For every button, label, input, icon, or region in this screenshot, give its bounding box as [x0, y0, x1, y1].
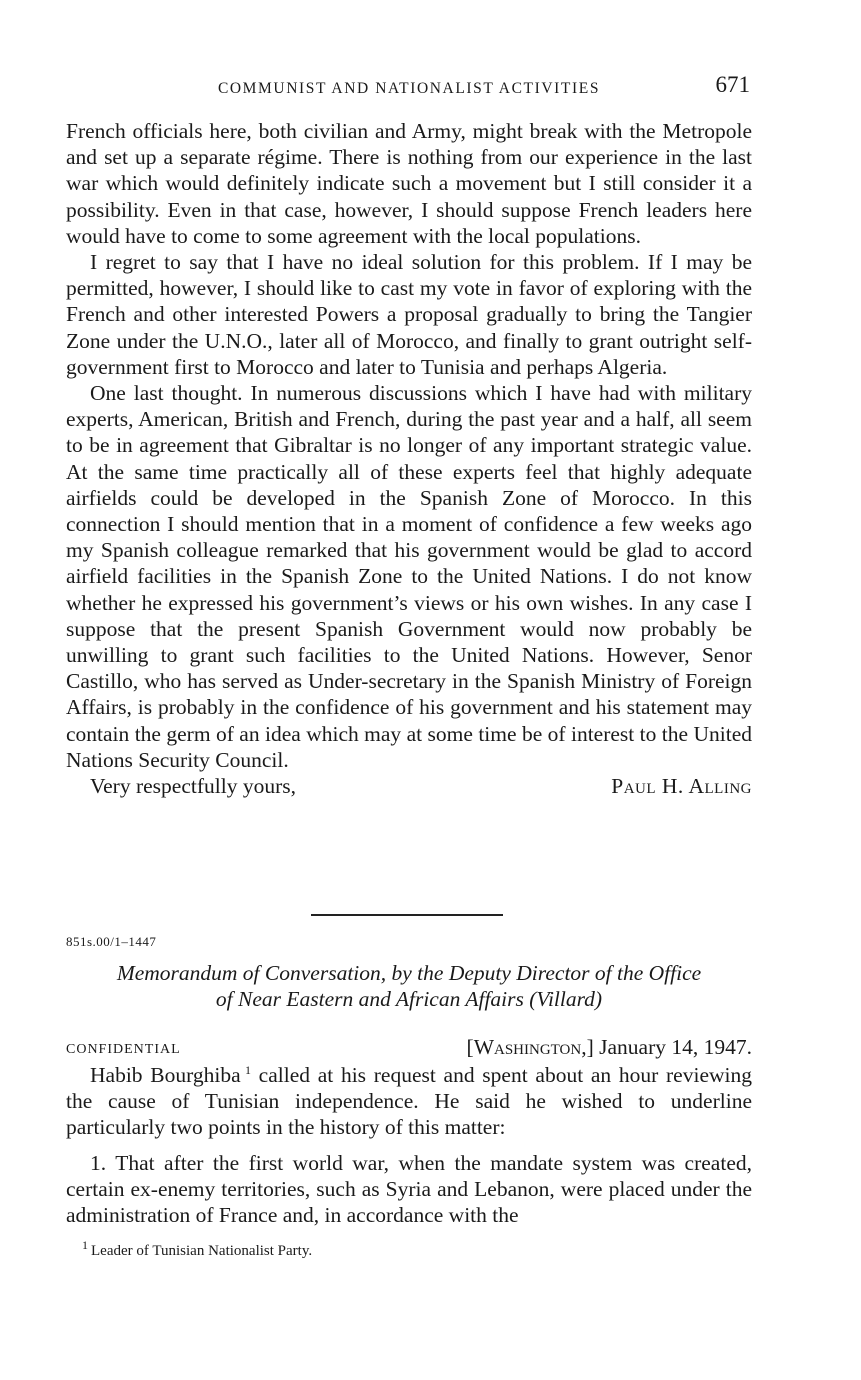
document-id: 851s.00/1–1447 [66, 934, 157, 949]
dateline-date: January 14, 1947. [599, 1035, 752, 1059]
letter-paragraph-3: One last thought. In numerous discussions which I have had with military experts, American, British and French, during the past year and a half, all seem to be in agreement that Gibraltar is no longer of any important strategic value. At the same time practically all of these experts feel that highly adequate airfields could be developed in the Spanish Zone of Morocco. In this connection I should mention that in a moment of confidence a few weeks ago my Spanish colleague remarked that his government would be glad to accord airfield facilities in the Spanish Zone to the United Nations. I do not know whether he expressed his government’s views or his own wishes. In any case I suppose that the present Spanish Government would now probably be unwilling to grant such facilities to the United Nations. However, Senor Castillo, who has served as Under-secretary in the Spanish Ministry of Foreign Affairs, is probably in the confidence of his government and his statement may contain the germ of an idea which may at some time be of interest to the United Nations Security Council. [66, 381, 752, 772]
classification-row [66, 1035, 752, 1063]
dateline-place: [Washington,] [466, 1035, 594, 1059]
memo-intro-paragraph [66, 1062, 752, 1140]
page-header [66, 72, 752, 102]
letter-paragraph-2: I regret to say that I have no ideal solution for this problem. If I may be permitted, however, I should like to cast my vote in favor of exploring with the French and other interested Powers a proposal gradually to bring the Tangier Zone under the U.N.O., later all of Morocco, and finally to grant outright self-government first to Morocco and later to Tunisia and perhaps Algeria. [66, 250, 752, 379]
page-number: 671 [715, 72, 750, 97]
letter-closing: Very respectfully yours, [90, 774, 296, 799]
letter-paragraph-1: French officials here, both civilian and Army, might break with the Metropole and set up a separate régime. There is nothing from our experience in the last war which would definitely indicate such a movement but I still consider it a possibility. Even in that case, however, I should suppose French leaders here would have to come to some agreement with the local populations. [66, 119, 752, 248]
letter-closing-row [66, 773, 752, 799]
memo-intro-rest: called at his request and spent about an hour reviewing the cause of Tunisian independence. He said he wished to underline particularly two points in the history of this matter: [66, 1063, 752, 1139]
section-divider [311, 914, 503, 916]
memo-intro-name: Habib Bourghiba [90, 1063, 241, 1087]
classification-label: CONFIDENTIAL [66, 1042, 181, 1057]
footnote [82, 1238, 313, 1260]
dateline [467, 1035, 752, 1060]
running-title: COMMUNIST AND NATIONALIST ACTIVITIES [217, 80, 601, 97]
memo-title-line-2: of Near Eastern and African Affairs (Villard) [215, 987, 603, 1011]
memo-point-1: 1. That after the first world war, when the mandate system was created, certain ex-enemy territories, such as Syria and Lebanon, were placed under the administration of France and, in accordance with the [66, 1151, 752, 1227]
footnote-text: Leader of Tunisian Nationalist Party. [91, 1243, 313, 1259]
letter-body [66, 118, 752, 799]
memo-body [66, 1062, 752, 1228]
footnote-marker: 1 [82, 1238, 88, 1252]
memo-title-line-1: Memorandum of Conversation, by the Deputy Director of the Office [116, 961, 702, 985]
memo-title [66, 960, 752, 1012]
letter-signature: Paul H. Alling [611, 774, 752, 799]
footnote-reference: 1 [244, 1062, 251, 1077]
